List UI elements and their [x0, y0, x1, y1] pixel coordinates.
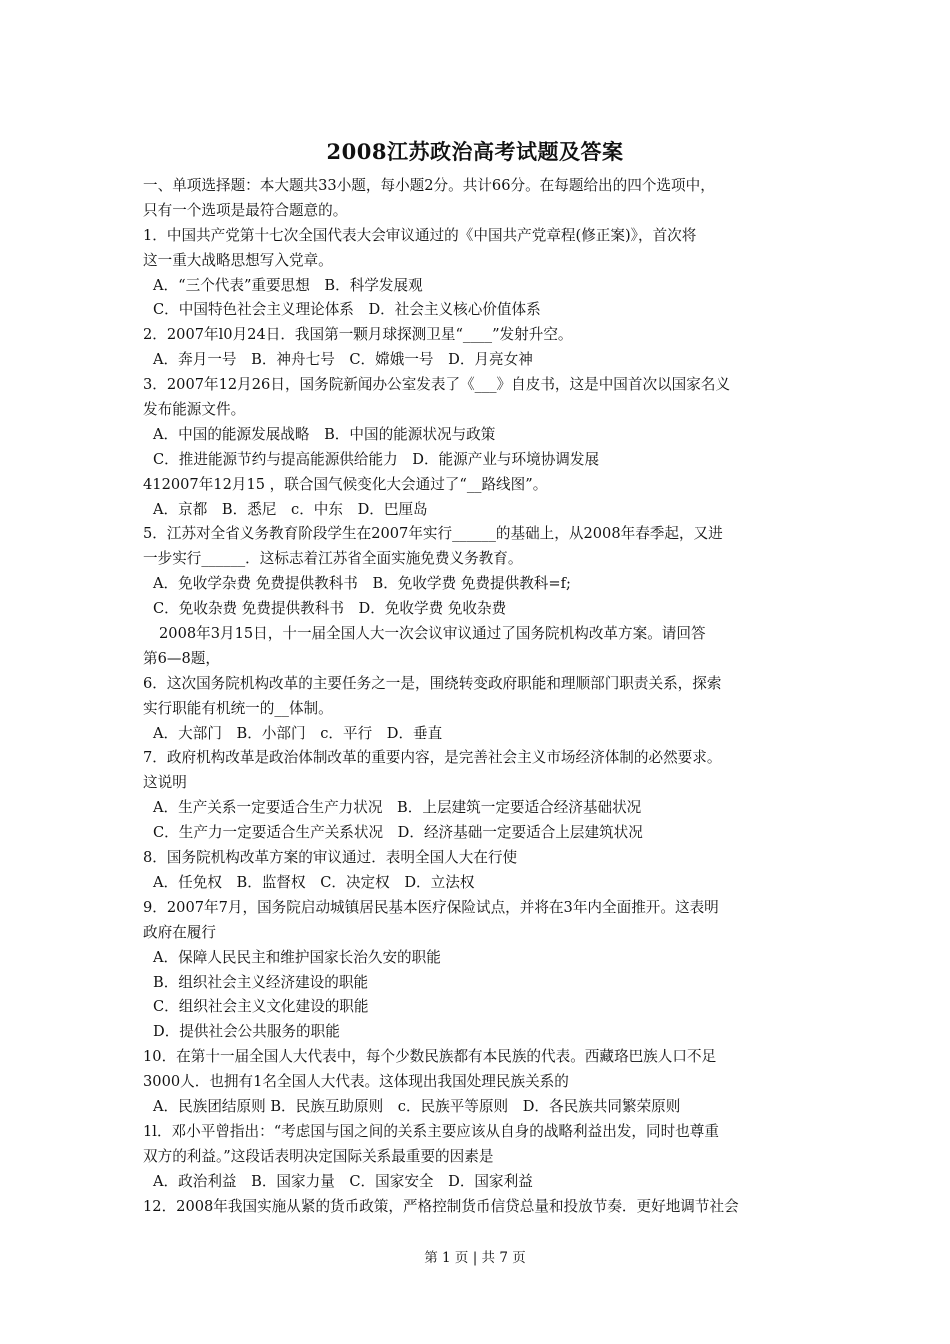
option-line: A．中国的能源发展战略 B．中国的能源状况与政策: [153, 425, 496, 443]
option-line: D．提供社会公共服务的职能: [153, 1023, 340, 1041]
text-line: 这一重大战略思想写入党章。: [143, 251, 333, 269]
text-line: 2008年3月15日，十一届全国人大一次会议审议通过了国务院机构改革方案。请回答: [159, 625, 706, 643]
text-line: 7．政府机构改革是政治体制改革的重要内容，是完善社会主义市场经济体制的必然要求。: [143, 749, 722, 767]
option-line: A．“三个代表”重要思想 B．科学发展观: [153, 276, 423, 294]
text-line: 12．2008年我国实施从紧的货币政策，严格控制货币信贷总量和投放节奏．更好地调节社会: [143, 1197, 739, 1215]
option-line: A．生产关系一定要适合生产力状况 B．上层建筑一定要适合经济基础状况: [153, 799, 642, 817]
text-line: 这说明: [143, 774, 187, 792]
option-line: A．保障人民民主和维护国家长治久安的职能: [153, 948, 441, 966]
text-line: 发布能源文件。: [143, 401, 246, 419]
option-line: C．免收杂费 免费提供教科书 D．免收学费 免收杂费: [153, 600, 507, 618]
text-line: 只有一个选项是最符合题意的。: [143, 201, 348, 219]
page-footer: 第 1 页 | 共 7 页: [424, 1250, 526, 1266]
option-line: B．组织社会主义经济建设的职能: [153, 973, 369, 991]
option-line: A．大部门 B．小部门 c．平行 D．垂直: [153, 724, 443, 742]
text-line: 3000人．也拥有1名全国人大代表。这体现出我国处理民族关系的: [143, 1073, 569, 1091]
text-line: 9．2007年7月，国务院启动城镇居民基本医疗保险试点，并将在3年内全面推开。这表明: [143, 898, 719, 916]
option-line: A．民族团结原则 B．民族互助原则 c．民族平等原则 D．各民族共同繁荣原则: [153, 1097, 681, 1115]
text-line: 10．在第十一届全国人大代表中，每个少数民族都有本民族的代表。西藏珞巴族人口不足: [143, 1048, 717, 1066]
option-line: C．推进能源节约与提高能源供给能力 D．能源产业与环境协调发展: [153, 450, 600, 468]
option-line: A．奔月一号 B．神舟七号 C．嫦娥一号 D．月亮女神: [153, 351, 533, 369]
text-line: 412007年12月15 ，联合国气候变化大会通过了“__路线图”。: [143, 475, 548, 493]
option-line: C．组织社会主义文化建设的职能: [153, 998, 369, 1016]
option-line: A．政治利益 B．国家力量 C．国家安全 D．国家利益: [153, 1172, 533, 1190]
text-line: 一、单项选择题：本大题共33小题，每小题2分。共计66分。在每题给出的四个选项中，: [143, 177, 715, 194]
text-line: 一步实行______．这标志着江苏省全面实施免费义务教育。: [143, 550, 523, 568]
option-line: A．京都 B．悉尼 c．中东 D．巴厘岛: [153, 500, 428, 518]
text-line: 1l．邓小平曾指出：“考虑国与国之间的关系主要应该从自身的战略利益出发，同时也尊重: [143, 1122, 719, 1140]
option-line: C．生产力一定要适合生产关系状况 D．经济基础一定要适合上层建筑状况: [153, 824, 643, 842]
text-line: 1．中国共产党第十七次全国代表大会审议通过的《中国共产党章程(修正案)》，首次将: [143, 226, 697, 244]
text-line: 双方的利益。”这段话表明决定国际关系最重要的因素是: [143, 1147, 494, 1165]
option-line: A．免收学杂费 免费提供教科书 B．免收学费 免费提供教科=f;: [153, 575, 571, 593]
text-line: 8．国务院机构改革方案的审议通过．表明全国人大在行使: [143, 849, 518, 867]
text-line: 5．江苏对全省义务教育阶段学生在2007年实行______的基础上，从2008年春季起，又进: [143, 525, 723, 543]
text-line: 6．这次国务院机构改革的主要任务之一是，围绕转变政府职能和理顺部门职责关系，探索: [143, 674, 722, 692]
text-line: 政府在履行: [143, 923, 216, 941]
text-line: 第6—8题，: [143, 649, 220, 667]
text-line: 3．2007年12月26日，国务院新闻办公室发表了《___》自皮书，这是中国首次以国家名义: [143, 376, 731, 394]
option-line: A．任免权 B．监督权 C．决定权 D．立法权: [153, 873, 475, 891]
page-title: 2008江苏政治高考试题及答案: [326, 139, 624, 164]
exam-body: [143, 174, 823, 1219]
text-line: 2．2007年l0月24日．我国第一颗月球探测卫星“____”发射升空。: [143, 326, 573, 344]
option-line: C．中国特色社会主义理论体系 D．社会主义核心价值体系: [153, 301, 541, 319]
text-line: 实行职能有机统一的__体制。: [143, 699, 333, 717]
